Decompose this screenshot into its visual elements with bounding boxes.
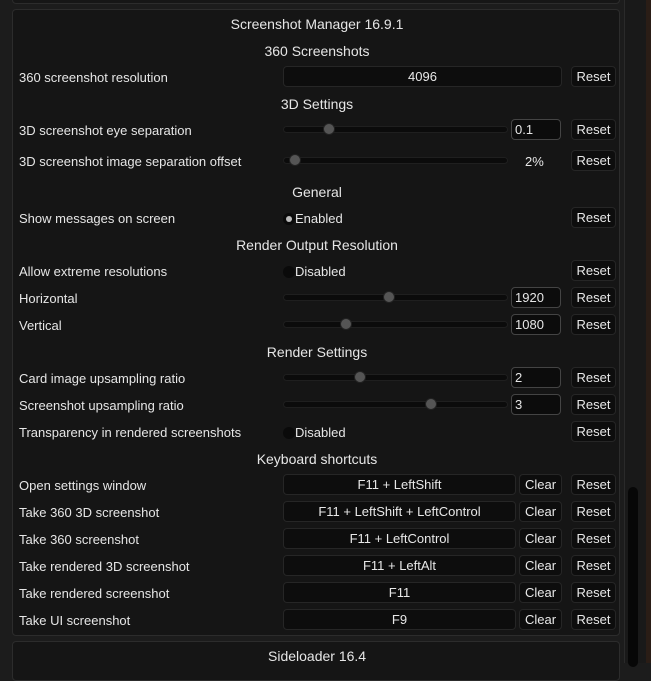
shortcut-row <box>13 501 621 523</box>
sideloader-title: Sideloader 16.4 <box>268 648 367 664</box>
vertical-slider[interactable] <box>283 321 508 328</box>
reset-button[interactable]: Reset <box>571 260 616 281</box>
shortcut-label: Take 360 3D screenshot <box>19 505 160 520</box>
transparency-toggle[interactable] <box>283 425 346 440</box>
row-360-resolution <box>13 66 621 88</box>
reset-button[interactable]: Reset <box>571 394 616 415</box>
shortcut-key-button[interactable]: F11 + LeftShift + LeftControl <box>283 501 516 522</box>
row-card-upsampling <box>13 367 621 389</box>
section-render-output: Render Output Resolution <box>236 237 398 253</box>
shortcut-key-button[interactable]: F11 + LeftShift <box>283 474 516 495</box>
radio-off-icon <box>283 427 295 439</box>
clear-button[interactable]: Clear <box>519 528 562 549</box>
reset-button[interactable]: Reset <box>571 367 616 388</box>
screenshot-manager-panel <box>12 9 620 636</box>
reset-button[interactable]: Reset <box>571 501 616 522</box>
reset-button[interactable]: Reset <box>571 528 616 549</box>
row-screenshot-upsampling <box>13 394 621 416</box>
label: 3D screenshot eye separation <box>19 123 192 138</box>
clear-button[interactable]: Clear <box>519 609 562 630</box>
slider-thumb[interactable] <box>383 291 395 303</box>
reset-button[interactable]: Reset <box>571 150 616 171</box>
shortcut-label: Take rendered 3D screenshot <box>19 559 190 574</box>
previous-panel <box>12 0 620 4</box>
reset-button[interactable]: Reset <box>571 207 616 228</box>
clear-button[interactable]: Clear <box>519 582 562 603</box>
clear-button[interactable]: Clear <box>519 555 562 576</box>
shortcut-label: Open settings window <box>19 478 147 493</box>
label: Allow extreme resolutions <box>19 264 168 279</box>
row-image-separation <box>13 150 621 172</box>
row-transparency <box>13 421 621 443</box>
eye-separation-slider[interactable] <box>283 126 508 133</box>
shortcut-key-button[interactable]: F11 + LeftControl <box>283 528 516 549</box>
scrollbar-thumb[interactable] <box>628 487 638 667</box>
toggle-label: Disabled <box>295 264 346 279</box>
reset-button[interactable]: Reset <box>571 609 616 630</box>
reset-button[interactable]: Reset <box>571 119 616 140</box>
shortcut-row <box>13 555 621 577</box>
section-360: 360 Screenshots <box>264 43 370 59</box>
vertical-input[interactable]: 1080 <box>511 314 561 335</box>
shortcut-label: Take rendered screenshot <box>19 586 170 601</box>
image-separation-value: 2% <box>525 154 544 169</box>
screenshot-upsampling-slider[interactable] <box>283 401 508 408</box>
messages-toggle[interactable] <box>283 211 343 226</box>
radio-on-icon <box>283 213 295 225</box>
toggle-label: Enabled <box>295 211 343 226</box>
section-3d: 3D Settings <box>280 96 354 112</box>
row-show-messages <box>13 207 621 229</box>
shortcut-label: Take 360 screenshot <box>19 532 139 547</box>
reset-button[interactable]: Reset <box>571 287 616 308</box>
shortcut-row <box>13 474 621 496</box>
label: 360 screenshot resolution <box>19 70 168 85</box>
image-separation-slider[interactable] <box>283 157 508 164</box>
row-extreme-resolutions <box>13 260 621 282</box>
shortcut-key-button[interactable]: F9 <box>283 609 516 630</box>
slider-thumb[interactable] <box>340 318 352 330</box>
slider-thumb[interactable] <box>425 398 437 410</box>
label: 3D screenshot image separation offset <box>19 154 242 169</box>
row-eye-separation <box>13 119 621 141</box>
sideloader-panel[interactable] <box>12 641 620 681</box>
label: Vertical <box>19 318 62 333</box>
slider-thumb[interactable] <box>289 154 301 166</box>
reset-button[interactable]: Reset <box>571 582 616 603</box>
reset-button[interactable]: Reset <box>571 555 616 576</box>
shortcut-row <box>13 528 621 550</box>
shortcut-row <box>13 582 621 604</box>
label: Screenshot upsampling ratio <box>19 398 184 413</box>
card-upsampling-slider[interactable] <box>283 374 508 381</box>
reset-button[interactable]: Reset <box>571 421 616 442</box>
row-horizontal <box>13 287 621 309</box>
window-edge <box>646 0 651 663</box>
resolution-dropdown[interactable]: 4096 <box>283 66 562 87</box>
slider-thumb[interactable] <box>354 371 366 383</box>
eye-separation-input[interactable]: 0.1 <box>511 119 561 140</box>
row-vertical <box>13 314 621 336</box>
extreme-toggle[interactable] <box>283 264 346 279</box>
card-upsampling-input[interactable]: 2 <box>511 367 561 388</box>
horizontal-input[interactable]: 1920 <box>511 287 561 308</box>
shortcut-key-button[interactable]: F11 + LeftAlt <box>283 555 516 576</box>
screenshot-upsampling-input[interactable]: 3 <box>511 394 561 415</box>
toggle-label: Disabled <box>295 425 346 440</box>
shortcut-row <box>13 609 621 631</box>
clear-button[interactable]: Clear <box>519 501 562 522</box>
label: Show messages on screen <box>19 211 176 226</box>
slider-thumb[interactable] <box>323 123 335 135</box>
clear-button[interactable]: Clear <box>519 474 562 495</box>
horizontal-slider[interactable] <box>283 294 508 301</box>
section-general: General <box>292 184 342 200</box>
shortcut-label: Take UI screenshot <box>19 613 131 628</box>
label: Horizontal <box>19 291 78 306</box>
section-keyboard: Keyboard shortcuts <box>256 451 378 467</box>
reset-button[interactable]: Reset <box>571 474 616 495</box>
shortcut-key-button[interactable]: F11 <box>283 582 516 603</box>
reset-button[interactable]: Reset <box>571 66 616 87</box>
section-render-settings: Render Settings <box>266 344 368 360</box>
panel-title: Screenshot Manager 16.9.1 <box>230 16 404 32</box>
label: Transparency in rendered screenshots <box>19 425 242 440</box>
label: Card image upsampling ratio <box>19 371 186 386</box>
reset-button[interactable]: Reset <box>571 314 616 335</box>
radio-off-icon <box>283 266 295 278</box>
